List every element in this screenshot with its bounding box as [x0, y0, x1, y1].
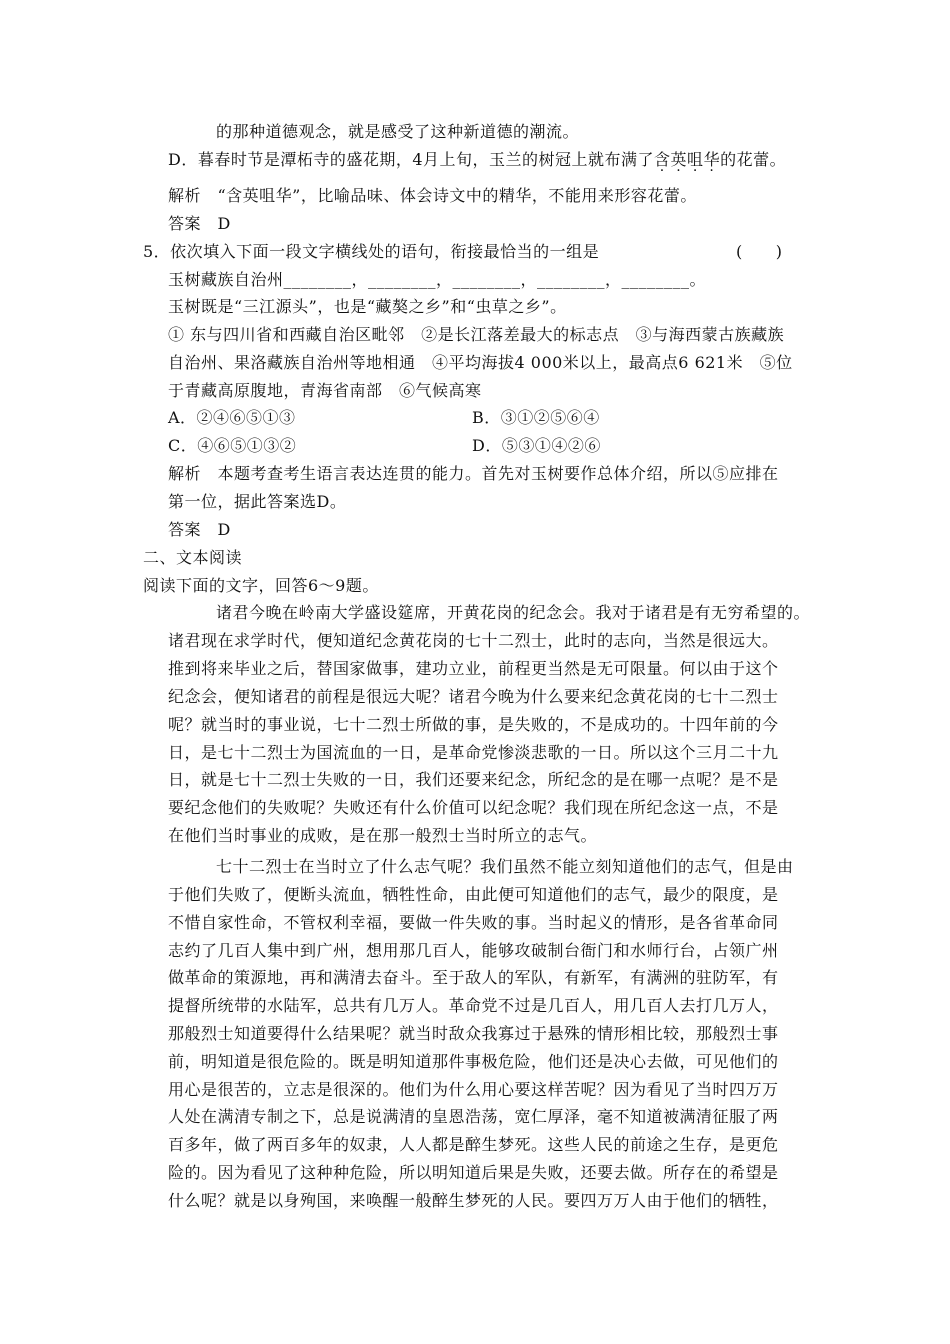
reading-line: 要纪念他们的失败呢？失败还有什么价值可以纪念呢？我们现在所纪念这一点，不是	[168, 798, 779, 817]
reading-line: 用心是很苦的，立志是很深的。他们为什么用心要这样苦呢？因为看见了当时四万万	[168, 1080, 779, 1099]
q4-option-d	[168, 150, 786, 170]
q5-analysis-line: 第一位，据此答案选D。	[168, 492, 347, 511]
q5-passage-line: 玉树藏族自治州________，________，________，________，________。	[168, 270, 707, 289]
q4-analysis: 解析 “含英咀华”，比喻品味、体会诗文中的精华，不能用来形容花蕾。	[168, 186, 697, 205]
reading-line: 做革命的策源地，再和满清去奋斗。至于敌人的军队，有新军，有满洲的驻防军，有	[168, 968, 779, 987]
reading-line: 推到将来毕业之后，替国家做事，建功立业，前程更当然是无可限量。何以由于这个	[168, 659, 779, 678]
q4-answer: 答案 D	[168, 214, 231, 233]
q4-option-d-post: 的花蕾。	[720, 150, 787, 169]
reading-line: 那般烈士知道要得什么结果呢？就当时敌众我寡过于悬殊的情形相比较，那般烈士事	[168, 1024, 779, 1043]
q4-continuation-line: 的那种道德观念，就是感受了这种新道德的潮流。	[216, 122, 580, 141]
reading-line: 日，是七十二烈士为国流血的一日，是革命党惨淡悲歌的一日。所以这个三月二十九	[168, 743, 779, 762]
dotted-char: 咀	[687, 150, 704, 169]
q5-analysis-line: 解析 本题考查考生语言表达连贯的能力。首先对玉树要作总体介绍，所以⑤应排在	[168, 464, 779, 483]
q5-stem: 5．依次填入下面一段文字横线处的语句，衔接最恰当的一组是	[143, 242, 600, 261]
reading-line: 日，就是七十二烈士失败的一日，我们还要来纪念，所纪念的是在哪一点呢？是不是	[168, 770, 779, 789]
q5-option-b: B．③①②⑤⑥④	[472, 408, 600, 427]
reading-instruction: 阅读下面的文字，回答6～9题。	[143, 576, 379, 595]
q5-option-c: C．④⑥⑤①③②	[168, 436, 297, 455]
q5-option-a: A．②④⑥⑤①③	[168, 408, 296, 427]
reading-line: 于他们失败了，便断头流血，牺牲性命，由此便可知道他们的志气，最少的限度，是	[168, 885, 779, 904]
q4-option-d-pre: D．暮春时节是潭柘寺的盛花期，4月上旬，玉兰的树冠上就布满了	[168, 150, 655, 169]
reading-line: 不惜自家性命，不管权利幸福，要做一件失败的事。当时起义的情形，是各省革命同	[168, 913, 779, 932]
dotted-char: 含	[654, 150, 671, 169]
reading-line: 诸君现在求学时代，便知道纪念黄花岗的七十二烈士，此时的志向，当然是很远大。	[168, 631, 779, 650]
q5-items-line: ① 东与四川省和西藏自治区毗邻 ②是长江落差最大的标志点 ③与海西蒙古族藏族	[168, 325, 785, 344]
reading-line: 呢？就当时的事业说，七十二烈士所做的事，是失败的，不是成功的。十四年前的今	[168, 715, 779, 734]
reading-line: 在他们当时事业的成败，是在那一般烈士当时所立的志气。	[168, 826, 598, 845]
reading-line: 前，明知道是很危险的。既是明知道那件事极危险，他们还是决心去做，可见他们的	[168, 1052, 779, 1071]
reading-line: 险的。因为看见了这种种危险，所以明知道后果是失败，还要去做。所存在的希望是	[168, 1163, 779, 1182]
section-heading: 二、文本阅读	[143, 548, 243, 567]
dotted-char: 华	[703, 150, 721, 169]
reading-line: 提督所统带的水陆军，总共有几万人。革命党不过是几百人，用几百人去打几万人，	[168, 996, 779, 1015]
reading-line: 百多年，做了两百多年的奴隶，人人都是醉生梦死。这些人民的前途之生存，是更危	[168, 1135, 779, 1154]
reading-line: 纪念会，便知诸君的前程是很远大呢？诸君今晚为什么要来纪念黄花岗的七十二烈士	[168, 687, 779, 706]
reading-line: 志约了几百人集中到广州，想用那几百人，能够攻破制台衙门和水师行台，占领广州	[168, 941, 779, 960]
q5-option-d: D．⑤③①④②⑥	[472, 436, 601, 455]
reading-line: 人处在满清专制之下，总是说满清的皇恩浩荡，宽仁厚泽，毫不知道被满清征服了两	[168, 1107, 779, 1126]
q5-items-line: 自治州、果洛藏族自治州等地相通 ④平均海拔4 000米以上，最高点6 621米 ⑤位	[168, 353, 793, 372]
q5-answer: 答案 D	[168, 520, 231, 539]
reading-line: 诸君今晚在岭南大学盛设筵席，开黄花岗的纪念会。我对于诸君是有无穷希望的。	[216, 603, 811, 622]
reading-line: 什么呢？就是以身殉国，来唤醒一般醉生梦死的人民。要四万万人由于他们的牺牲，	[168, 1191, 779, 1210]
dotted-char: 英	[670, 150, 688, 169]
reading-line: 七十二烈士在当时立了什么志气呢？我们虽然不能立刻知道他们的志气，但是由	[216, 857, 794, 876]
q5-passage-line: 玉树既是“三江源头”，也是“藏獒之乡”和“虫草之乡”。	[168, 297, 567, 316]
q5-items-line: 于青藏高原腹地，青海省南部 ⑥气候高寒	[168, 381, 482, 400]
q5-answer-bracket: ( )	[736, 242, 783, 261]
